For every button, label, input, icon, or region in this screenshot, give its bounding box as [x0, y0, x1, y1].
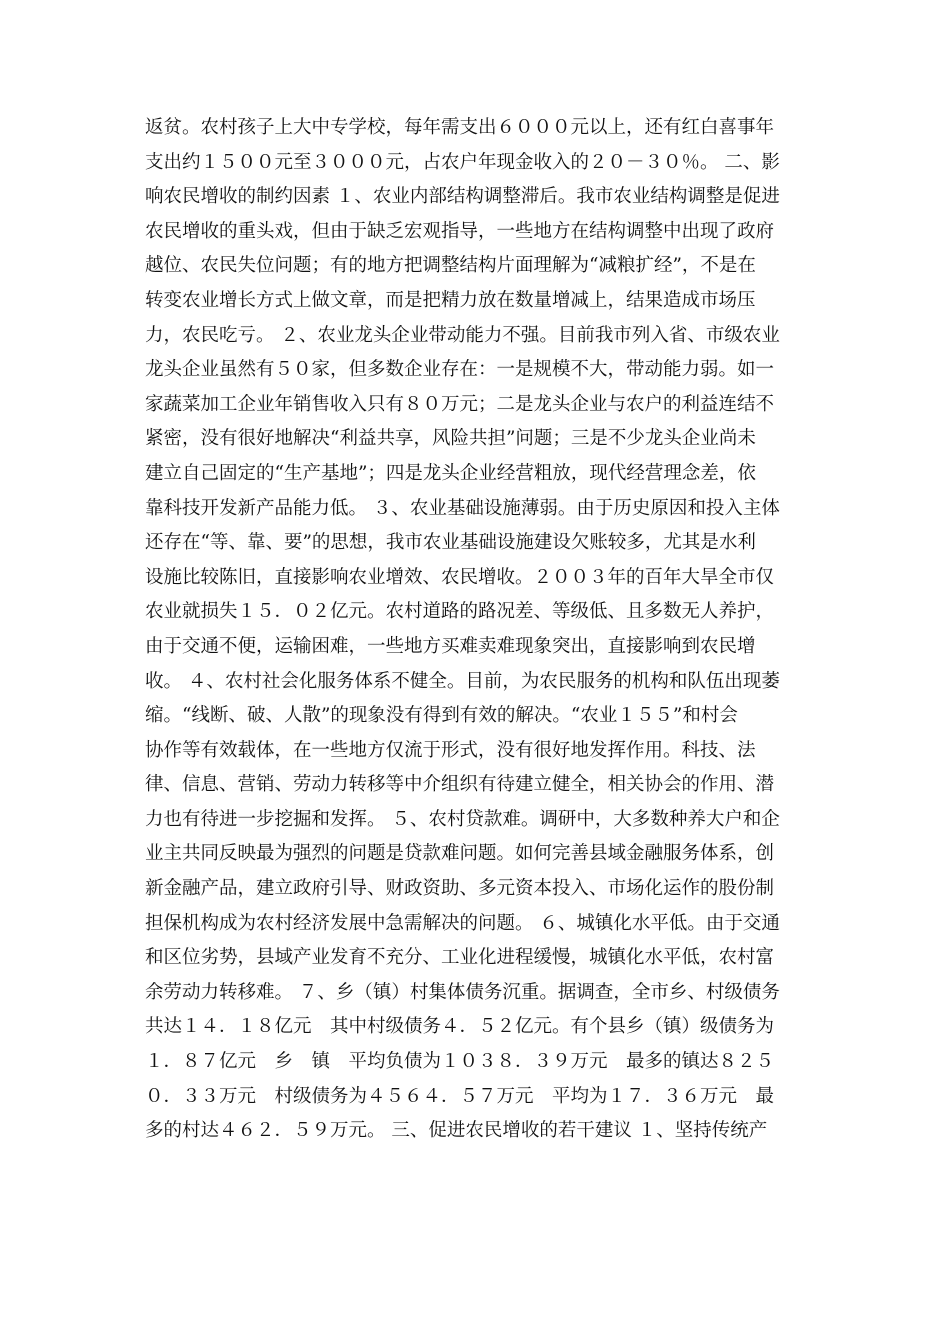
text-line: 共达１４．１８亿元 其中村级债务４．５２亿元。有个县乡（镇）级债务为	[145, 1016, 775, 1038]
text-line: 余劳动力转移难。 ７、乡（镇）村集体债务沉重。据调查，全市乡、村级债务	[145, 981, 780, 1003]
text-line: １．８７亿元 乡 镇 平均负债为１０３８．３９万元 最多的镇达８２５	[145, 1051, 775, 1073]
text-line: 新金融产品，建立政府引导、财政资助、多元资本投入、市场化运作的股份制	[145, 878, 775, 900]
text-line: 支出约１５００元至３０００元，占农户年现金收入的２０－３０％。 二、影	[145, 151, 780, 173]
text-line: 由于交通不便，运输困难，一些地方买难卖难现象突出，直接影响到农民增	[145, 635, 756, 657]
text-line: 越位、农民失位问题；有的地方把调整结构片面理解为“减粮扩经”，不是在	[145, 255, 756, 277]
document-body	[145, 111, 825, 1149]
text-line: 还存在“等、靠、要”的思想，我市农业基础设施建设欠账较多，尤其是水利	[145, 532, 756, 554]
text-line: 业主共同反映最为强烈的问题是贷款难问题。如何完善县域金融服务体系，创	[145, 843, 775, 865]
text-line: 靠科技开发新产品能力低。 ３、农业基础设施薄弱。由于历史原因和投入主体	[145, 497, 780, 519]
text-line: 紧密，没有很好地解决“利益共享，风险共担”问题；三是不少龙头企业尚未	[145, 428, 756, 450]
text-line: 协作等有效载体，在一些地方仅流于形式，没有很好地发挥作用。科技、法	[145, 739, 756, 761]
text-line: ０．３３万元 村级债务为４５６４．５７万元 平均为１７．３６万元 最	[145, 1085, 775, 1107]
text-line: 建立自己固定的“生产基地”；四是龙头企业经营粗放，现代经营理念差，依	[145, 462, 756, 484]
text-line: 农民增收的重头戏，但由于缺乏宏观指导，一些地方在结构调整中出现了政府	[145, 220, 775, 242]
text-line: 响农民增收的制约因素 １、农业内部结构调整滞后。我市农业结构调整是促进	[145, 186, 780, 208]
text-line: 家蔬菜加工企业年销售收入只有８０万元；二是龙头企业与农户的利益连结不	[145, 393, 775, 415]
text-line: 返贫。农村孩子上大中专学校，每年需支出６０００元以上，还有红白喜事年	[145, 117, 775, 138]
text-line: 转变农业增长方式上做文章，而是把精力放在数量增减上，结果造成市场压	[145, 289, 756, 311]
text-line: 设施比较陈旧，直接影响农业增效、农民增收。２００３年的百年大旱全市仅	[145, 566, 775, 588]
text-line: 担保机构成为农村经济发展中急需解决的问题。 ６、城镇化水平低。由于交通	[145, 912, 780, 934]
text-line: 多的村达４６２．５９万元。 三、促进农民增收的若干建议 １、坚持传统产	[145, 1120, 768, 1142]
text-line: 农业就损失１５．０２亿元。农村道路的路况差、等级低、且多数无人养护，	[145, 601, 775, 623]
text-line: 龙头企业虽然有５０家，但多数企业存在：一是规模不大，带动能力弱。如一	[145, 359, 775, 381]
text-line: 缩。“线断、破、人散”的现象没有得到有效的解决。“农业１５５”和村会	[145, 705, 738, 727]
text-line: 力，农民吃亏。 ２、农业龙头企业带动能力不强。目前我市列入省、市级农业	[145, 324, 780, 346]
text-line: 律、信息、营销、劳动力转移等中介组织有待建立健全，相关协会的作用、潜	[145, 774, 775, 796]
text-line: 和区位劣势，县域产业发育不充分、工业化进程缓慢，城镇化水平低，农村富	[145, 947, 775, 969]
text-line: 收。 ４、农村社会化服务体系不健全。目前，为农民服务的机构和队伍出现萎	[145, 670, 780, 692]
text-line: 力也有待进一步挖掘和发挥。 ５、农村贷款难。调研中，大多数种养大户和企	[145, 808, 780, 830]
